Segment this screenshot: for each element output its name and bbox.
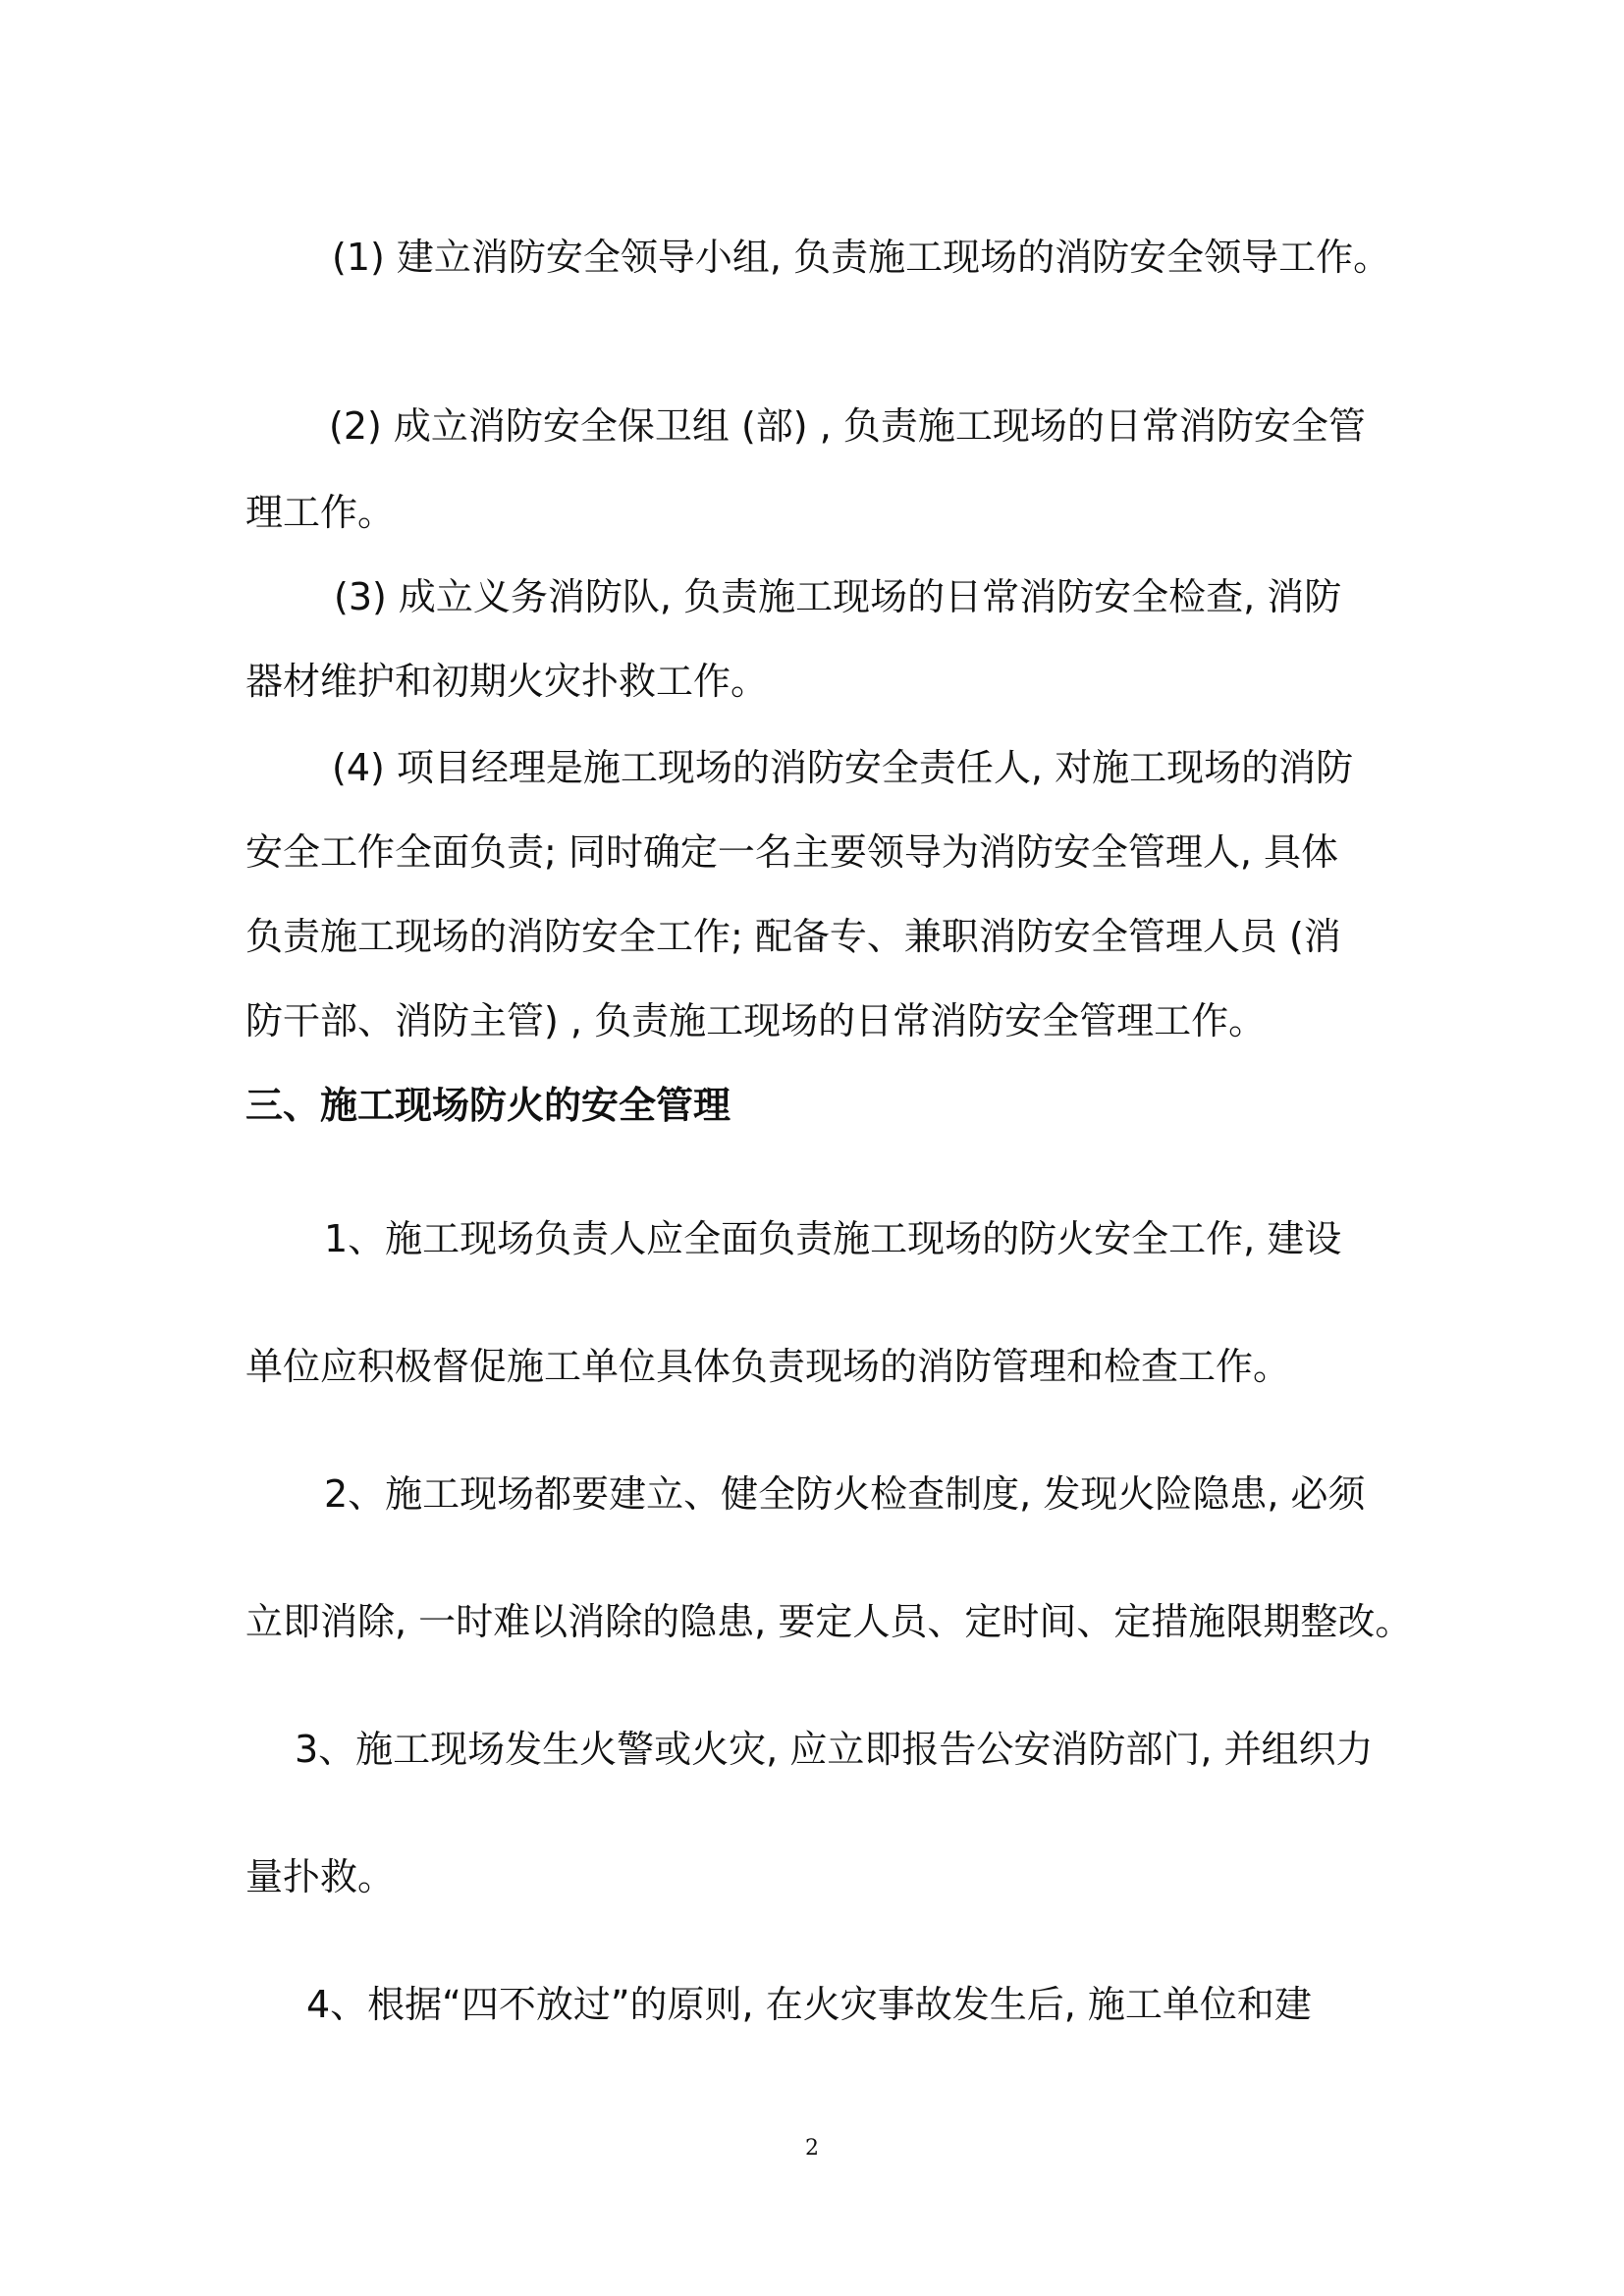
paragraph-4-line-1: (4) 项目经理是施工现场的消防安全责任人, 对施工现场的消防 bbox=[332, 746, 1354, 789]
item-3-line-1: 3、施工现场发生火警或火灾, 应立即报告公安消防部门, 并组织力 bbox=[295, 1728, 1374, 1771]
paragraph-4-line-3: 负责施工现场的消防安全工作; 配备专、兼职消防安全管理人员 (消 bbox=[245, 915, 1341, 958]
paragraph-3-line-2: 器材维护和初期火灾扑救工作。 bbox=[245, 660, 769, 703]
item-1-line-1: 1、施工现场负责人应全面负责施工现场的防火安全工作, 建设 bbox=[324, 1217, 1342, 1260]
paragraph-3-line-1: (3) 成立义务消防队, 负责施工现场的日常消防安全检查, 消防 bbox=[334, 575, 1342, 618]
item-4-line-1: 4、根据“四不放过”的原则, 在火灾事故发生后, 施工单位和建 bbox=[306, 1983, 1312, 2026]
paragraph-4-line-4: 防干部、消防主管) , 负责施工现场的日常消防安全管理工作。 bbox=[245, 999, 1267, 1042]
paragraph-2-line-2: 理工作。 bbox=[245, 491, 396, 534]
item-3-line-2: 量扑救。 bbox=[245, 1855, 396, 1898]
item-2-line-2: 立即消除, 一时难以消除的隐患, 要定人员、定时间、定措施限期整改。 bbox=[245, 1600, 1413, 1643]
paragraph-4-line-2: 安全工作全面负责; 同时确定一名主要领导为消防安全管理人, 具体 bbox=[245, 830, 1339, 874]
section-heading: 三、施工现场防火的安全管理 bbox=[245, 1084, 731, 1127]
item-2-line-1: 2、施工现场都要建立、健全防火检查制度, 发现火险隐患, 必须 bbox=[324, 1472, 1366, 1516]
paragraph-2-line-1: (2) 成立消防安全保卫组 (部) , 负责施工现场的日常消防安全管 bbox=[329, 404, 1366, 448]
item-1-line-2: 单位应积极督促施工单位具体负责现场的消防管理和检查工作。 bbox=[245, 1345, 1291, 1388]
page-number: 2 bbox=[805, 2136, 819, 2161]
paragraph-1-line-1: (1) 建立消防安全领导小组, 负责施工现场的消防安全领导工作。 bbox=[332, 236, 1391, 279]
